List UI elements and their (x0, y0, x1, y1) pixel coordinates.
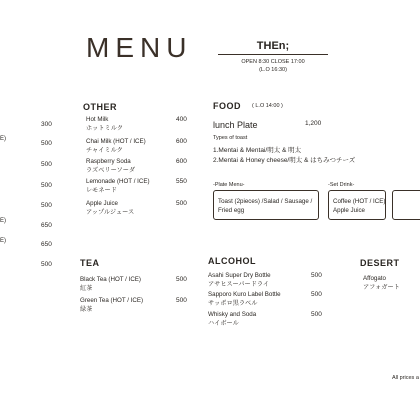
item-price: 500 (176, 200, 187, 207)
plate-menu-text: Toast (2pieces) /Salad / Sausage / Fried egg (218, 198, 313, 214)
item-price: 500 (311, 311, 322, 318)
left-price: 650 (41, 222, 52, 229)
list-item (86, 178, 150, 194)
item-price: 550 (176, 178, 187, 185)
left-code: E) (0, 218, 6, 224)
list-item (363, 275, 400, 291)
section-heading-dessert: DESERT (360, 258, 400, 268)
item-name-ja: アップルジュース (86, 209, 135, 216)
left-price: 500 (41, 140, 52, 147)
item-name-ja: 紅茶 (80, 285, 93, 292)
left-price: 500 (41, 161, 52, 168)
item-price: 500 (311, 291, 322, 298)
left-price: 650 (41, 241, 52, 248)
lunch-plate-price: 1,200 (305, 120, 322, 127)
item-price: 500 (176, 297, 187, 304)
menu-title: MENU (86, 32, 193, 63)
item-name: Chai Milk (HOT / ICE) (86, 138, 146, 145)
set-drink-text (333, 197, 385, 215)
toast-types-label: Types of toast (213, 135, 248, 141)
item-name-ja: ラズベリーソーダ (86, 167, 136, 174)
item-name-ja: チャイミルク (86, 147, 123, 154)
item-name: Green Tea (HOT / ICE) (80, 297, 144, 304)
item-name-ja: レモネード (86, 187, 117, 194)
section-heading-tea: TEA (80, 258, 100, 268)
item-name: Lemonade (HOT / ICE) (86, 178, 150, 185)
item-name-ja: ホットミルク (86, 125, 124, 132)
set-drink-item: Coffee (HOT / ICE) (333, 198, 386, 205)
item-name: Whisky and Soda (208, 311, 257, 318)
left-code: E) (0, 238, 6, 244)
item-price: 500 (176, 276, 187, 283)
set-drink-label: -Set Drink- (328, 182, 355, 188)
item-name: Sapporo Kuro Label Bottle (208, 291, 281, 298)
list-item (86, 158, 135, 174)
section-heading-alcohol: ALCOHOL (208, 256, 256, 266)
footer-note: All prices a (392, 375, 419, 381)
item-name-ja: サッポロ黒ラベル (208, 300, 258, 307)
last-order: (L.O 16:30) (259, 67, 287, 73)
item-name: Affogato (363, 275, 386, 282)
item-name: Raspberry Soda (86, 158, 131, 165)
left-price: 500 (41, 202, 52, 209)
list-item (86, 116, 123, 132)
list-item (208, 311, 256, 327)
food-last-order: ( L.O 14:00 ) (252, 103, 283, 109)
item-price: 600 (176, 138, 187, 145)
item-name-ja: 緑茶 (80, 306, 93, 313)
extra-box-cutoff (392, 190, 420, 220)
item-name-ja: アフォガート (363, 284, 400, 291)
brand-divider (218, 54, 328, 55)
item-name-ja: ハイボール (208, 320, 239, 327)
list-item (208, 272, 271, 288)
item-name-ja: アサヒスーパードライ (208, 281, 270, 288)
toast-type: 2.Mentai & Honey cheese/明太 & はちみつチーズ (213, 157, 356, 164)
section-heading-other: OTHER (83, 102, 117, 112)
item-name: Asahi Super Dry Bottle (208, 272, 271, 279)
item-price: 500 (311, 272, 322, 279)
set-drink-item: Apple Juice (333, 207, 365, 214)
lunch-plate-label: lunch Plate (213, 120, 258, 130)
list-item (80, 276, 141, 292)
toast-type: 1.Mentai & Mentai/明太 & 明太 (213, 147, 302, 154)
item-name: Apple Juice (86, 200, 118, 207)
left-price: 500 (41, 261, 52, 268)
brand-hours (218, 58, 328, 74)
list-item (208, 291, 281, 307)
list-item (86, 200, 134, 216)
brand-name: THEn; (256, 40, 290, 52)
plate-menu-label: -Plate Menu- (213, 182, 245, 188)
item-name: Hot Milk (86, 116, 109, 123)
item-price: 600 (176, 158, 187, 165)
left-price: 300 (41, 121, 52, 128)
left-price: 500 (41, 182, 52, 189)
item-price: 400 (176, 116, 187, 123)
opening-hours: OPEN 8:30 CLOSE 17:00 (241, 59, 305, 65)
list-item (80, 297, 143, 313)
item-name: Black Tea (HOT / ICE) (80, 276, 141, 283)
toast-types-list (213, 146, 355, 166)
list-item (86, 138, 146, 154)
left-code: E) (0, 136, 6, 142)
section-heading-food: FOOD (213, 101, 241, 111)
